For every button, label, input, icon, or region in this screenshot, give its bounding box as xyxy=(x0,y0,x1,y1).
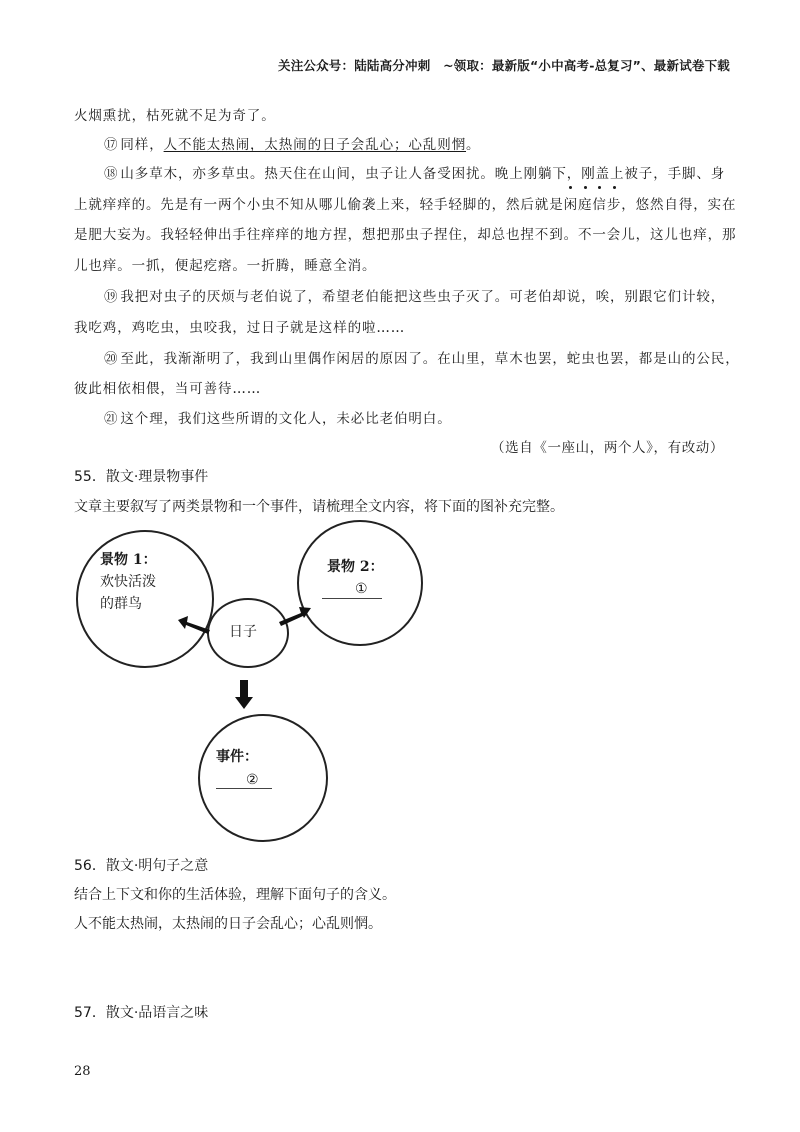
paragraph-20-line-1 xyxy=(104,347,740,367)
question-56-prompt: 结合上下文和你的生活体验，理解下面句子的含义。 xyxy=(74,887,396,903)
event-blank-line xyxy=(216,788,272,789)
paragraph-number: ⑰ xyxy=(104,137,119,153)
scene-2-blank-marker: ① xyxy=(355,581,368,597)
event-blank-marker: ② xyxy=(246,772,259,788)
paragraph-19-line-2: 我吃鸡，鸡吃虫，虫咬我，过日子就是这样的啦…… xyxy=(74,320,406,336)
paragraph-17 xyxy=(104,133,480,153)
paragraph-18-line-3: 是肥大妄为。我轻轻伸出手往痒痒的地方捏，想把那虫子捏住，却总也捏不到。不一会儿，这儿也痒，那 xyxy=(74,227,737,243)
paragraph-18-line-4: 儿也痒。一抓，便起疙瘩。一折腾，睡意全消。 xyxy=(74,258,377,274)
paragraph-number: ⑲ xyxy=(104,289,119,305)
paragraph-18-line-2 xyxy=(74,193,736,213)
scene-1-text-line-2: 的群鸟 xyxy=(100,596,142,612)
text-span: 至此，我渐渐明了，我到山里偶作闲居的原因了。在山里，草木也罢，蛇虫也罢，都是山的公民， xyxy=(120,351,740,367)
arrow-down-icon xyxy=(234,680,254,710)
scene-2-blank-line xyxy=(322,598,382,599)
text-span: 同样， xyxy=(120,137,164,153)
emphasis-dot-char: 庭 xyxy=(578,193,592,213)
paragraph-number: ⑳ xyxy=(104,351,119,367)
paragraph-21 xyxy=(104,407,452,427)
paragraph-19-line-1 xyxy=(104,285,725,305)
center-label: 日子 xyxy=(229,624,257,640)
text-span: 这个理，我们这些所谓的文化人，未必比老伯明白。 xyxy=(120,411,452,427)
passage-line: 火烟熏扰，枯死就不足为奇了。 xyxy=(74,108,276,124)
paragraph-number: ㉑ xyxy=(104,411,119,427)
question-55-title: 55．散文·理景物事件 xyxy=(74,469,209,485)
event-circle xyxy=(198,714,328,842)
page-header: 关注公众号：陆陆高分冲刺 ~领取：最新版“小中高考-总复习”、最新试卷下载 xyxy=(278,58,730,73)
text-span: 。 xyxy=(466,137,481,153)
source-citation: （选自《一座山，两个人》，有改动） xyxy=(491,440,724,456)
question-56-title: 56．散文·明句子之意 xyxy=(74,858,209,874)
text-span: 我把对虫子的厌烦与老伯说了，希望老伯能把这些虫子灭了。可老伯却说，唉，别跟它们计较， xyxy=(120,289,726,305)
scene-1-text-line-1: 欢快活泼 xyxy=(100,574,156,590)
text-span: 上就痒痒的。先是有一两个小虫不知从哪儿偷袭上来，轻手轻脚的，然后就是 xyxy=(74,197,564,213)
page-number: 28 xyxy=(74,1064,91,1079)
text-span: ，悠然自得，实在 xyxy=(621,197,737,213)
emphasis-dot-char: 步 xyxy=(607,193,621,213)
event-label: 事件： xyxy=(216,749,258,765)
question-55-prompt: 文章主要叙写了两类景物和一个事件，请梳理全文内容，将下面的图补充完整。 xyxy=(74,499,564,515)
scene-2-label: 景物 2： xyxy=(327,559,384,575)
question-57-title: 57．散文·品语言之味 xyxy=(74,1005,209,1021)
paragraph-18-line-1 xyxy=(104,162,725,182)
arrow-left-icon xyxy=(176,612,212,636)
scene-1-label: 景物 1： xyxy=(100,552,157,568)
arrow-right-icon xyxy=(277,602,313,628)
emphasis-dot-char: 闲 xyxy=(564,193,578,213)
text-span: 山多草木，亦多草虫。热天住在山间，虫子让人备受困扰。晚上刚躺下，刚盖上被子，手脚、身 xyxy=(120,166,726,182)
paragraph-number: ⑱ xyxy=(104,166,119,182)
emphasis-dot-char: 信 xyxy=(592,193,606,213)
underlined-sentence: 人不能太热闹，太热闹的日子会乱心；心乱则惘 xyxy=(163,137,467,153)
paragraph-20-line-2: 彼此相依相偎，当可善待…… xyxy=(74,381,262,397)
question-56-sentence: 人不能太热闹，太热闹的日子会乱心；心乱则惘。 xyxy=(74,916,382,932)
